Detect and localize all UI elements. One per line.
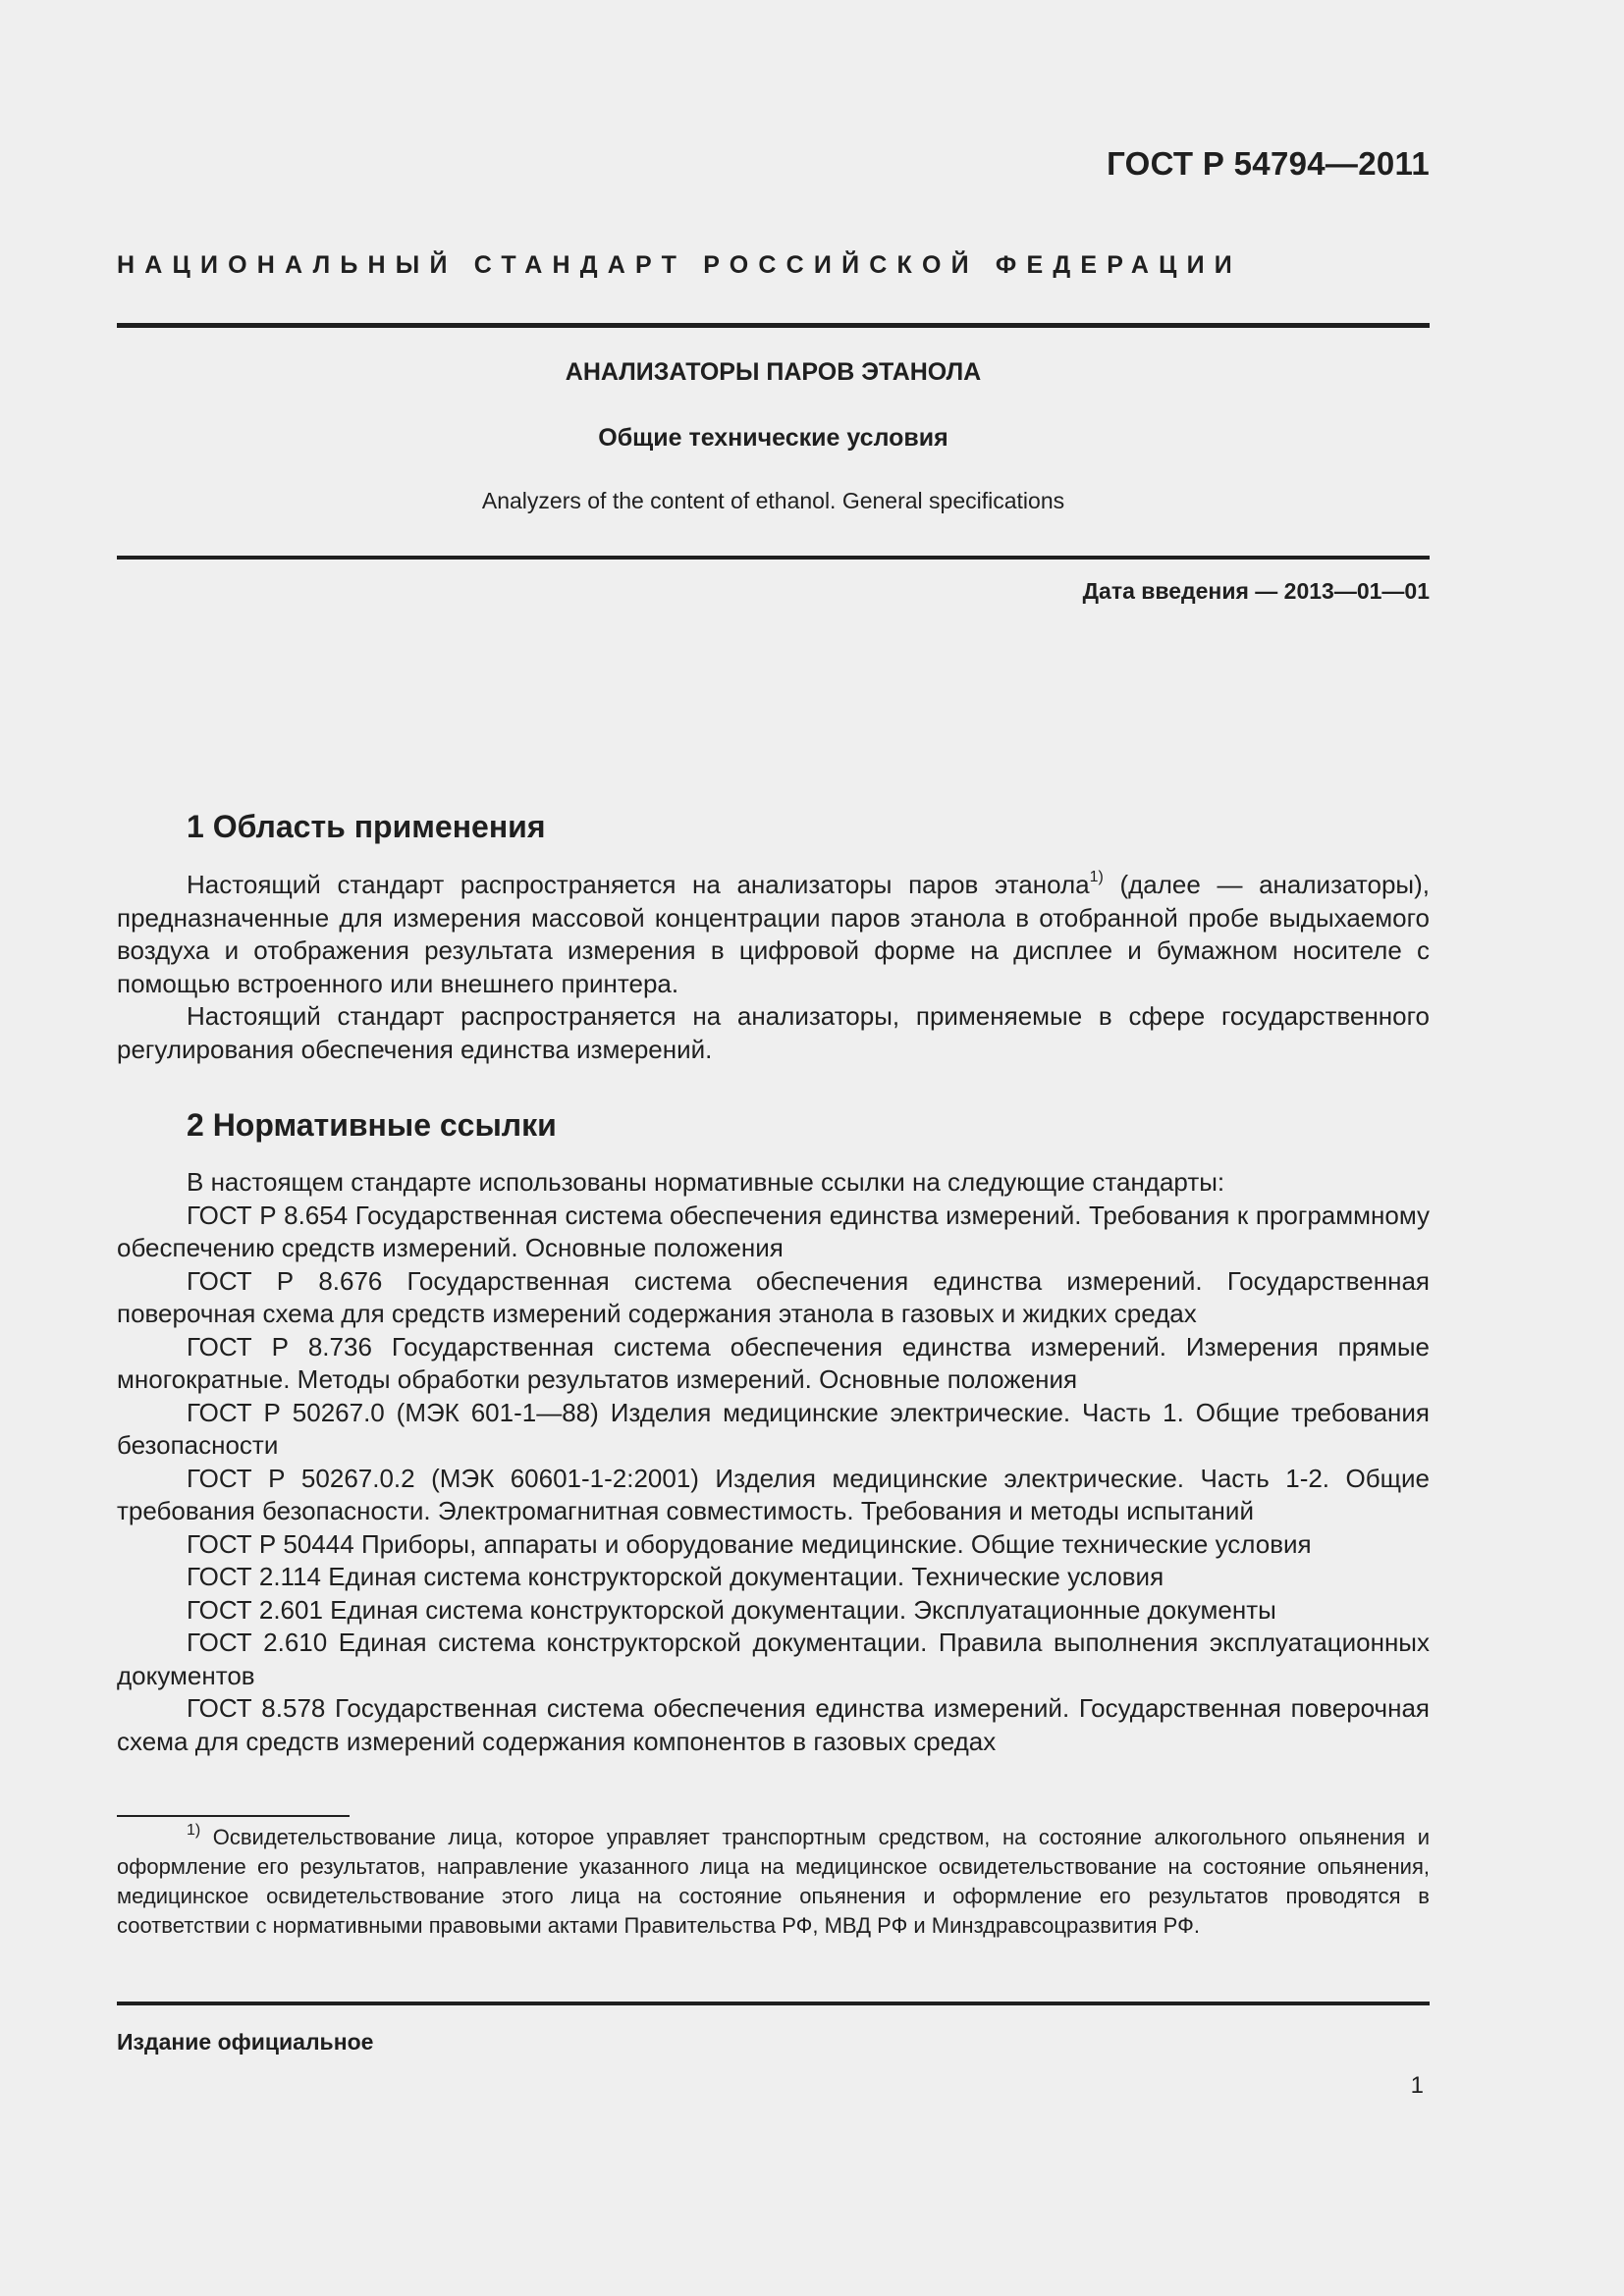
- reference-item: ГОСТ 2.114 Единая система конструкторской документации. Технические условия: [187, 1562, 1164, 1591]
- reference-item: ГОСТ Р 50267.0 (МЭК 601-1—88) Изделия медицинские электрические. Часть 1. Общие требования безопасности: [117, 1397, 1430, 1460]
- footnote-rule: [117, 1815, 350, 1817]
- page-number: 1: [1410, 2072, 1424, 2099]
- document-subtitle: Общие технические условия: [598, 424, 948, 452]
- section-1-paragraph: Настоящий стандарт распространяется на анализаторы, применяемые в сфере государственного регулирования обеспечения единства измерений.: [117, 1001, 1430, 1064]
- section-2-body: [117, 1166, 1430, 1758]
- reference-item: ГОСТ Р 8.676 Государственная система обеспечения единства измерений. Государственная поверочная схема для средств измерений содержания этанола в газовых и жидких средах: [117, 1265, 1430, 1328]
- footnote-reference: 1): [1089, 869, 1104, 886]
- document-number: ГОСТ Р 54794—2011: [1107, 145, 1430, 182]
- reference-item: ГОСТ Р 50444 Приборы, аппараты и оборудование медицинские. Общие технические условия: [187, 1528, 1312, 1559]
- national-standard-banner: НАЦИОНАЛЬНЫЙ СТАНДАРТ РОССИЙСКОЙ ФЕДЕРАЦИИ: [117, 251, 1242, 279]
- header-rule: [117, 323, 1430, 328]
- reference-item: ГОСТ Р 50267.0.2 (МЭК 60601-1-2:2001) Изделия медицинские электрические. Часть 1-2. Общие требования безопасности. Электромагнитная совместимость. Требования и методы испытаний: [117, 1463, 1430, 1525]
- english-title: Analyzers of the content of ethanol. General specifications: [481, 488, 1065, 513]
- section-2-intro: В настоящем стандарте использованы нормативные ссылки на следующие стандарты:: [187, 1167, 1225, 1197]
- introduction-date: Дата введения — 2013—01—01: [1082, 578, 1430, 604]
- footer-rule: [117, 2002, 1430, 2005]
- reference-item: ГОСТ Р 8.736 Государственная система обеспечения единства измерений. Измерения прямые многократные. Методы обработки результатов измерений. Основные положения: [117, 1331, 1430, 1394]
- edition-label: Издание официальное: [117, 2029, 374, 2055]
- reference-item: ГОСТ 2.610 Единая система конструкторской документации. Правила выполнения эксплуатационных документов: [117, 1628, 1430, 1690]
- reference-item: ГОСТ 8.578 Государственная система обеспечения единства измерений. Государственная поверочная схема для средств измерений содержания компонентов в газовых средах: [117, 1693, 1430, 1756]
- reference-item: ГОСТ 2.601 Единая система конструкторской документации. Эксплуатационные документы: [187, 1594, 1276, 1625]
- document-title: АНАЛИЗАТОРЫ ПАРОВ ЭТАНОЛА: [565, 358, 982, 386]
- footnote-text: Освидетельствование лица, которое управляет транспортным средством, на состояние алкогольного опьянения и оформление его результатов, направление указанного лица на медицинское освидетельствование на состояние опьянения, медицинское освидетельствование этого лица на состояние опьянения и оформление его результатов проводятся в соответствии с нормативными правовыми актами Правительства РФ, МВД РФ и Минздравсоцразвития РФ.: [117, 1825, 1430, 1938]
- section-1-body: [117, 869, 1430, 1066]
- title-rule: [117, 556, 1430, 560]
- footnote-marker: 1): [187, 1821, 201, 1839]
- reference-item: ГОСТ Р 8.654 Государственная система обеспечения единства измерений. Требования к программному обеспечению средств измерений. Основные положения: [117, 1200, 1430, 1262]
- document-page: [117, 0, 1430, 2296]
- footnote: [117, 1823, 1430, 1941]
- section-1-paragraph: Настоящий стандарт распространяется на анализаторы паров этанола$^{1)}$ (далее — анализаторы), предназначенные для измерения массовой концентрации паров этанола в отобранной пробе выдыхаемого воздуха и отображения результата измерения в цифровой форме на дисплее и бумажном носителе с помощью встроенного или внешнего принтера.: [117, 869, 1430, 998]
- section-1-heading: 1 Область применения: [187, 809, 546, 844]
- section-2-heading: 2 Нормативные ссылки: [187, 1107, 557, 1143]
